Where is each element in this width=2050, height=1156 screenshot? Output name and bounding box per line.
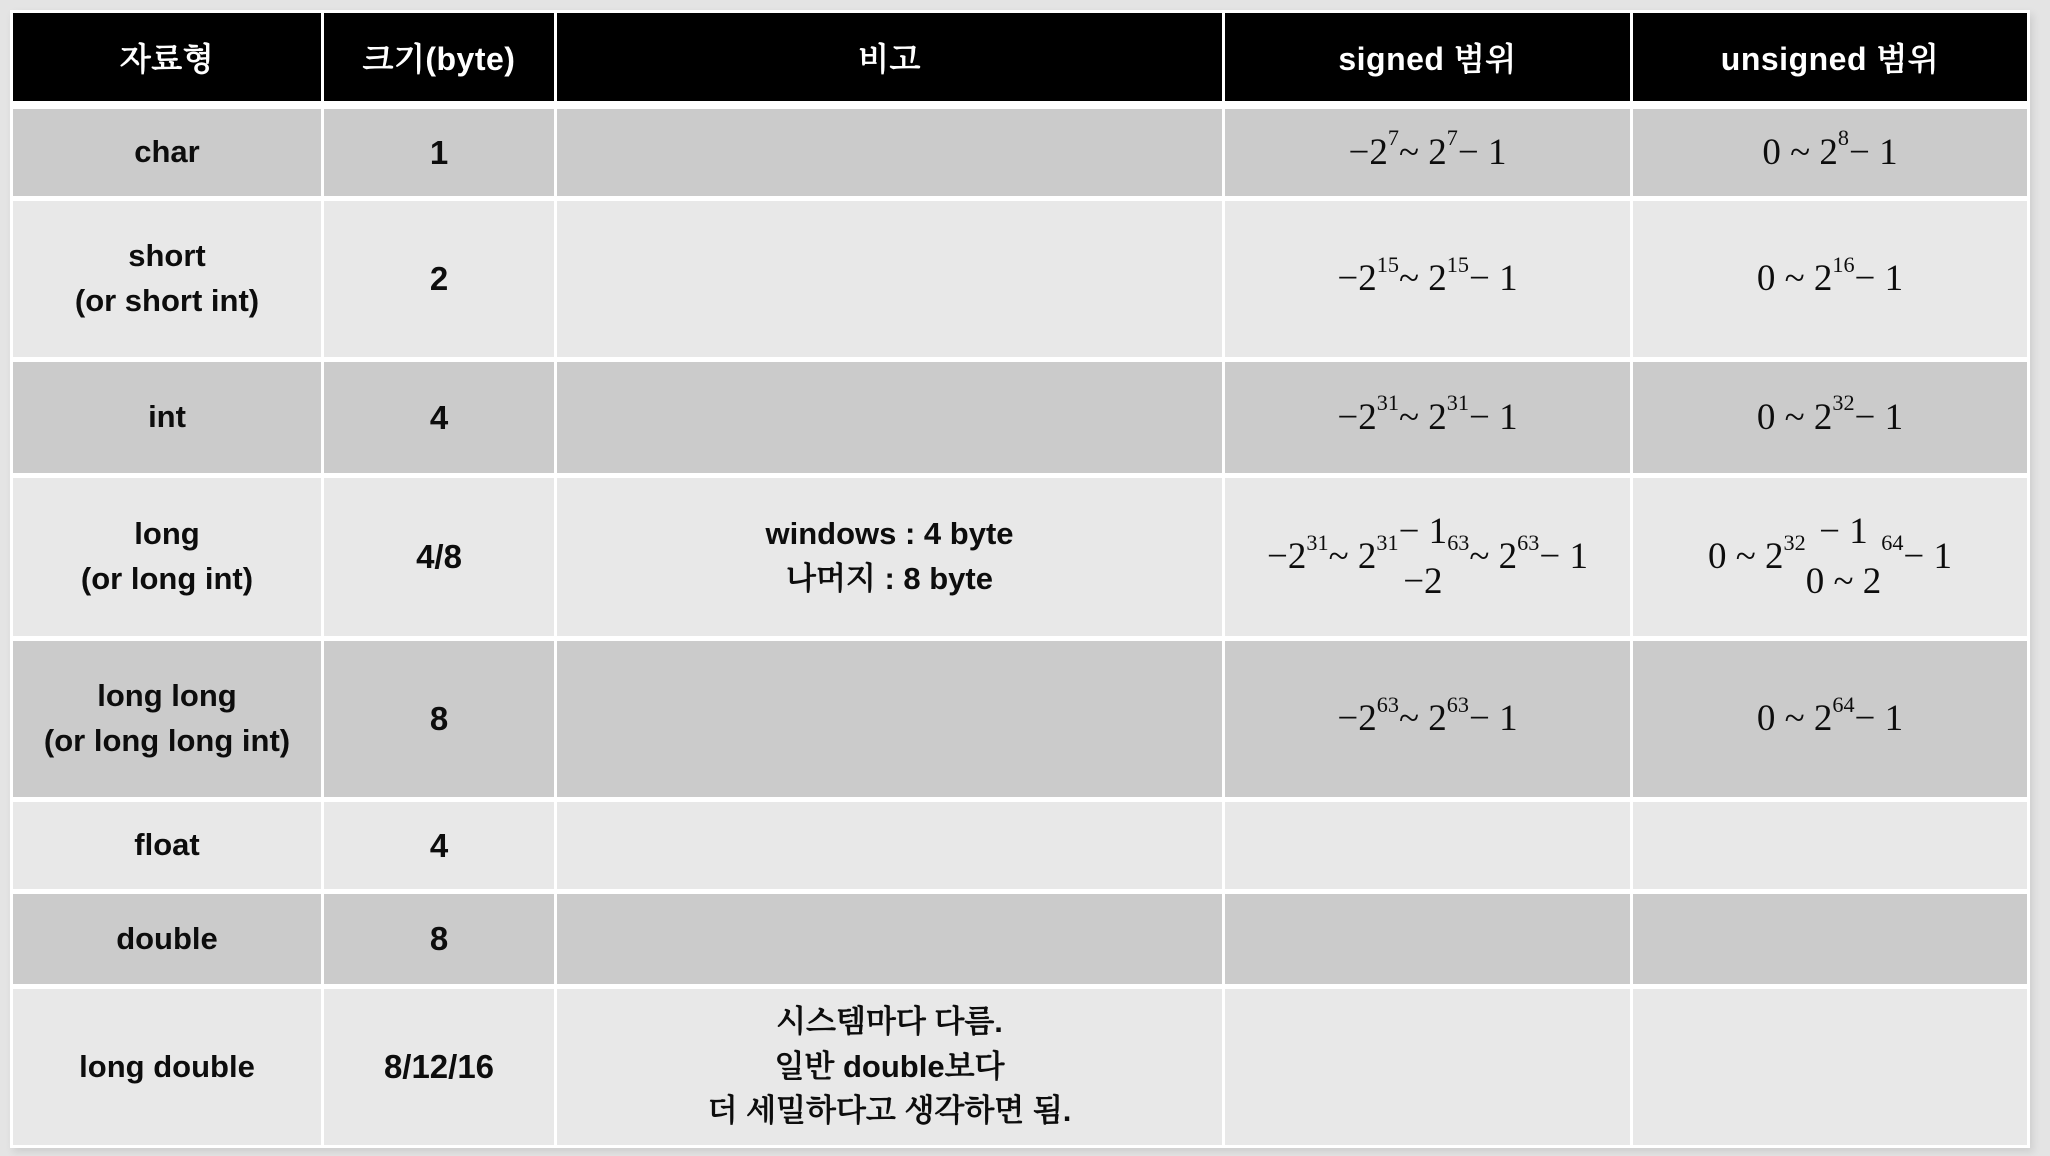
- cell-double-note: [557, 894, 1222, 984]
- cell-double-signed: [1225, 894, 1630, 984]
- col-header-signed: signed 범위: [1225, 13, 1630, 104]
- cell-longdouble-size: 8/12/16: [324, 989, 554, 1145]
- cell-double-type: double: [13, 894, 321, 984]
- cell-char-unsigned: 0 ~ 2 $^8$ − 1: [1633, 109, 2027, 196]
- datatype-table-grid: [13, 13, 2027, 1145]
- cell-char-size: 1: [324, 109, 554, 196]
- cell-long-unsigned: 0 ~ 2 $^{32}$ − 1 0 ~ 2 $^{64}$ − 1: [1633, 478, 2027, 636]
- cell-float-type: float: [13, 802, 321, 889]
- cell-int-note: [557, 362, 1222, 473]
- cell-longlong-note: [557, 641, 1222, 797]
- cell-longdouble-unsigned: [1633, 989, 2027, 1145]
- cell-char-type: char: [13, 109, 321, 196]
- cell-longlong-signed: −2 $^{63}$ ~ 2 $^{63}$ − 1: [1225, 641, 1630, 797]
- cell-char-note: [557, 109, 1222, 196]
- cell-short-note: [557, 201, 1222, 357]
- cell-char-signed: −2 $^7$ ~ 2 $^7$ − 1: [1225, 109, 1630, 196]
- cell-longdouble-signed: [1225, 989, 1630, 1145]
- cell-longdouble-note: 시스템마다 다름. 일반 double보다 더 세밀하다고 생각하면 됨.: [557, 989, 1222, 1145]
- cell-short-size: 2: [324, 201, 554, 357]
- cell-int-size: 4: [324, 362, 554, 473]
- col-header-note: 비고: [557, 13, 1222, 104]
- cell-short-unsigned: 0 ~ 2 $^{16}$ − 1: [1633, 201, 2027, 357]
- cell-int-signed: −2 $^{31}$ ~ 2 $^{31}$ − 1: [1225, 362, 1630, 473]
- cell-short-type: short (or short int): [13, 201, 321, 357]
- col-header-size: 크기(byte): [324, 13, 554, 104]
- cell-double-unsigned: [1633, 894, 2027, 984]
- cell-float-note: [557, 802, 1222, 889]
- cell-float-size: 4: [324, 802, 554, 889]
- cell-short-signed: −2 $^{15}$ ~ 2 $^{15}$ − 1: [1225, 201, 1630, 357]
- cell-float-unsigned: [1633, 802, 2027, 889]
- cell-float-signed: [1225, 802, 1630, 889]
- cell-longlong-size: 8: [324, 641, 554, 797]
- cell-long-signed: −2 $^{31}$ ~ 2 $^{31}$ − 1 −2 $^{63}$ ~ 2 $^{63}$ − 1: [1225, 478, 1630, 636]
- cell-double-size: 8: [324, 894, 554, 984]
- cell-long-type: long (or long int): [13, 478, 321, 636]
- cell-int-unsigned: 0 ~ 2 $^{32}$ − 1: [1633, 362, 2027, 473]
- cell-longdouble-type: long double: [13, 989, 321, 1145]
- cell-longlong-type: long long (or long long int): [13, 641, 321, 797]
- cell-int-type: int: [13, 362, 321, 473]
- col-header-unsigned: unsigned 범위: [1633, 13, 2027, 104]
- datatype-table: [10, 10, 2030, 1148]
- col-header-type: 자료형: [13, 13, 321, 104]
- cell-longlong-unsigned: 0 ~ 2 $^{64}$ − 1: [1633, 641, 2027, 797]
- cell-long-note: windows : 4 byte 나머지 : 8 byte: [557, 478, 1222, 636]
- cell-long-size: 4/8: [324, 478, 554, 636]
